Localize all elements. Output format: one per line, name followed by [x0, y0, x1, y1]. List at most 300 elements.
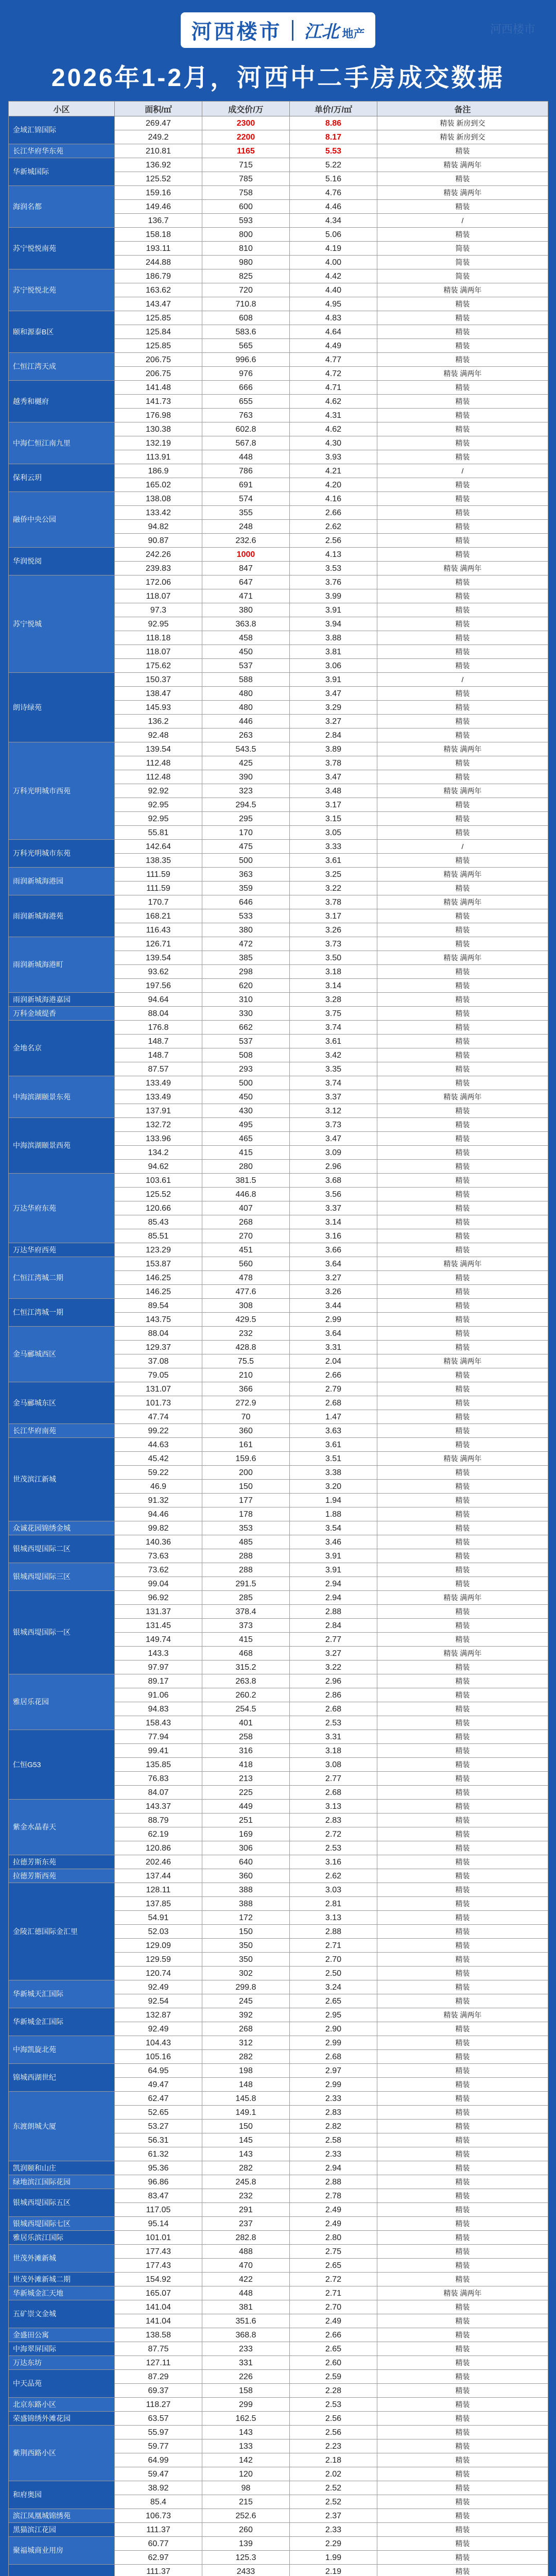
table-row — [9, 2217, 548, 2231]
area-cell: 135.85 — [115, 1758, 202, 1772]
unit-price-cell: 3.08 — [290, 1758, 377, 1772]
unit-price-cell: 2.88 — [290, 2175, 377, 2189]
remark-cell: 精装 — [377, 1494, 548, 1507]
unit-price-cell: 3.13 — [290, 1911, 377, 1925]
area-cell: 170.7 — [115, 895, 202, 909]
remark-cell: 精装 — [377, 2495, 548, 2509]
area-cell: 186.79 — [115, 269, 202, 283]
unit-price-cell: 3.61 — [290, 854, 377, 868]
remark-cell: 精装 — [377, 2231, 548, 2245]
table-row — [9, 937, 548, 951]
unit-price-cell: 3.22 — [290, 1660, 377, 1674]
price-cell: 161 — [202, 1438, 290, 1452]
unit-price-cell: 3.33 — [290, 840, 377, 854]
table-row — [9, 1800, 548, 1814]
unit-price-cell: 4.42 — [290, 269, 377, 283]
price-cell: 143 — [202, 2426, 290, 2439]
price-cell: 392 — [202, 2008, 290, 2022]
price-cell: 252.6 — [202, 2509, 290, 2523]
area-cell: 88.04 — [115, 1327, 202, 1341]
area-cell: 49.47 — [115, 2078, 202, 2092]
table-row — [9, 2398, 548, 2412]
area-cell: 133.49 — [115, 1090, 202, 1104]
area-cell: 94.82 — [115, 520, 202, 534]
area-cell: 125.52 — [115, 172, 202, 186]
unit-price-cell: 2.62 — [290, 1869, 377, 1883]
table-row — [9, 1174, 548, 1188]
unit-price-cell: 2.02 — [290, 2467, 377, 2481]
unit-price-cell: 2.88 — [290, 1925, 377, 1939]
table-row — [9, 269, 548, 283]
price-cell: 480 — [202, 687, 290, 701]
price-cell: 143 — [202, 2147, 290, 2161]
unit-price-cell: 3.13 — [290, 1800, 377, 1814]
remark-cell: 精装 新房到交 — [377, 130, 548, 144]
remark-cell: 精装 — [377, 1660, 548, 1674]
area-cell: 145.93 — [115, 701, 202, 715]
remark-cell: 精装 — [377, 2509, 548, 2523]
area-cell: 118.27 — [115, 2398, 202, 2412]
unit-price-cell: 3.05 — [290, 826, 377, 840]
area-cell: 163.62 — [115, 283, 202, 297]
remark-cell: 精装 — [377, 2161, 548, 2175]
price-cell: 415 — [202, 1146, 290, 1160]
community-name-cell: 银城西堤国际五区 — [9, 2189, 115, 2217]
unit-price-cell: 2.94 — [290, 2161, 377, 2175]
area-cell: 141.48 — [115, 381, 202, 395]
remark-cell: 精装 — [377, 144, 548, 158]
area-cell: 113.91 — [115, 450, 202, 464]
area-cell: 95.14 — [115, 2217, 202, 2231]
unit-price-cell: 3.28 — [290, 993, 377, 1007]
remark-cell: 精装 — [377, 575, 548, 589]
area-cell: 73.62 — [115, 1563, 202, 1577]
price-cell: 758 — [202, 186, 290, 200]
community-name-cell: 仁恒江湾天成 — [9, 353, 115, 381]
unit-price-cell: 2.84 — [290, 728, 377, 742]
area-cell: 91.32 — [115, 1494, 202, 1507]
logo-row — [0, 12, 556, 48]
remark-cell: 精装 — [377, 1271, 548, 1285]
price-cell: 2433 — [202, 2565, 290, 2576]
unit-price-cell: 4.16 — [290, 492, 377, 506]
price-cell: 2300 — [202, 116, 290, 130]
unit-price-cell: 4.40 — [290, 283, 377, 297]
unit-price-cell: 4.30 — [290, 436, 377, 450]
remark-cell: 精装 — [377, 478, 548, 492]
unit-price-cell: 3.66 — [290, 1243, 377, 1257]
price-cell: 468 — [202, 1647, 290, 1660]
table-row — [9, 311, 548, 325]
unit-price-cell: 3.16 — [290, 1229, 377, 1243]
price-cell: 315.2 — [202, 1660, 290, 1674]
unit-price-cell: 4.95 — [290, 297, 377, 311]
unit-price-cell: 2.99 — [290, 2036, 377, 2050]
price-cell: 294.5 — [202, 798, 290, 812]
remark-cell: 精装 — [377, 1800, 548, 1814]
remark-cell: 精装 — [377, 2050, 548, 2064]
area-cell: 94.64 — [115, 993, 202, 1007]
price-cell: 213 — [202, 1772, 290, 1786]
area-cell: 92.49 — [115, 2022, 202, 2036]
community-name-cell: 世茂滨江新城 — [9, 1438, 115, 1521]
area-cell: 120.66 — [115, 1201, 202, 1215]
unit-price-cell: 3.44 — [290, 1299, 377, 1313]
area-cell: 90.87 — [115, 534, 202, 548]
remark-cell: 精装 — [377, 1132, 548, 1146]
area-cell: 128.11 — [115, 1883, 202, 1897]
remark-cell: 精装 — [377, 2565, 548, 2576]
unit-price-cell: 1.47 — [290, 1410, 377, 1424]
area-cell: 92.95 — [115, 798, 202, 812]
unit-price-cell: 3.93 — [290, 450, 377, 464]
price-cell: 480 — [202, 701, 290, 715]
unit-price-cell: 3.64 — [290, 1327, 377, 1341]
unit-price-cell: 3.56 — [290, 1188, 377, 1201]
unit-price-cell: 3.91 — [290, 603, 377, 617]
area-cell: 47.74 — [115, 1410, 202, 1424]
community-name-cell: 金盛田公寓 — [9, 2328, 115, 2342]
remark-cell: 精装 — [377, 2384, 548, 2398]
table-row — [9, 1424, 548, 1438]
column-header-remark: 备注 — [377, 101, 548, 116]
table-row — [9, 1980, 548, 1994]
table-row — [9, 2509, 548, 2523]
remark-cell: 精装 — [377, 1521, 548, 1535]
price-cell: 691 — [202, 478, 290, 492]
unit-price-cell: 2.49 — [290, 2203, 377, 2217]
area-cell: 165.02 — [115, 478, 202, 492]
table-row — [9, 1438, 548, 1452]
area-cell: 77.94 — [115, 1730, 202, 1744]
remark-cell: 精装 — [377, 2078, 548, 2092]
area-cell: 138.08 — [115, 492, 202, 506]
area-cell: 92.92 — [115, 784, 202, 798]
area-cell: 197.56 — [115, 979, 202, 993]
unit-price-cell: 2.62 — [290, 520, 377, 534]
price-cell: 710.8 — [202, 297, 290, 311]
price-cell: 380 — [202, 603, 290, 617]
community-name-cell: 金马郦城东区 — [9, 1382, 115, 1424]
price-cell: 288 — [202, 1563, 290, 1577]
area-cell: 141.04 — [115, 2314, 202, 2328]
table-row — [9, 1521, 548, 1535]
price-cell: 263 — [202, 728, 290, 742]
table-row — [9, 1243, 548, 1257]
area-cell: 94.62 — [115, 1160, 202, 1174]
price-cell: 451 — [202, 1243, 290, 1257]
remark-cell: 精装 — [377, 909, 548, 923]
price-cell: 150 — [202, 1480, 290, 1494]
price-cell: 385 — [202, 951, 290, 965]
area-cell: 127.11 — [115, 2356, 202, 2370]
table-row — [9, 2426, 548, 2439]
unit-price-cell: 5.06 — [290, 228, 377, 242]
price-cell: 98 — [202, 2481, 290, 2495]
table-row — [9, 464, 548, 478]
price-cell: 471 — [202, 589, 290, 603]
unit-price-cell: 3.50 — [290, 951, 377, 965]
unit-price-cell: 2.77 — [290, 1772, 377, 1786]
area-cell: 134.2 — [115, 1146, 202, 1160]
area-cell: 99.22 — [115, 1424, 202, 1438]
community-name-cell: 雨润新城海港嘉园 — [9, 993, 115, 1007]
remark-cell: 精装 — [377, 339, 548, 353]
table-row — [9, 353, 548, 367]
price-cell: 323 — [202, 784, 290, 798]
area-cell: 111.59 — [115, 882, 202, 895]
area-cell: 129.37 — [115, 1341, 202, 1354]
price-cell: 312 — [202, 2036, 290, 2050]
area-cell: 123.29 — [115, 1243, 202, 1257]
unit-price-cell: 3.27 — [290, 715, 377, 728]
area-cell: 97.97 — [115, 1660, 202, 1674]
unit-price-cell: 4.31 — [290, 409, 377, 422]
remark-cell: 精装 — [377, 2245, 548, 2259]
unit-price-cell: 3.17 — [290, 798, 377, 812]
unit-price-cell: 2.68 — [290, 2050, 377, 2064]
area-cell: 96.92 — [115, 1591, 202, 1605]
unit-price-cell: 4.77 — [290, 353, 377, 367]
community-name-cell: 颐和源泰B区 — [9, 311, 115, 353]
price-cell: 288 — [202, 1549, 290, 1563]
unit-price-cell: 3.48 — [290, 784, 377, 798]
remark-cell: 精装 — [377, 1855, 548, 1869]
table-row — [9, 2356, 548, 2370]
price-cell: 363 — [202, 868, 290, 882]
remark-cell: 精装 — [377, 172, 548, 186]
unit-price-cell: 2.99 — [290, 2078, 377, 2092]
price-cell: 225 — [202, 1786, 290, 1800]
remark-cell: 精装 满两年 — [377, 186, 548, 200]
price-cell: 282 — [202, 2161, 290, 2175]
price-cell: 302 — [202, 1967, 290, 1980]
page-title: 2026年1-2月，河西中二手房成交数据 — [51, 64, 505, 92]
table-row — [9, 2231, 548, 2245]
area-cell: 59.22 — [115, 1466, 202, 1480]
remark-cell: 精装 — [377, 1577, 548, 1591]
unit-price-cell: 2.86 — [290, 1688, 377, 1702]
community-name-cell: 仁恒G53 — [9, 1730, 115, 1800]
unit-price-cell: 2.58 — [290, 2133, 377, 2147]
price-cell: 353 — [202, 1521, 290, 1535]
price-cell: 448 — [202, 2286, 290, 2300]
remark-cell: 精装 — [377, 2147, 548, 2161]
price-cell: 295 — [202, 812, 290, 826]
table-row — [9, 840, 548, 854]
area-cell: 242.26 — [115, 548, 202, 562]
remark-cell: 精装 满两年 — [377, 951, 548, 965]
area-cell: 158.18 — [115, 228, 202, 242]
price-cell: 159.6 — [202, 1452, 290, 1466]
unit-price-cell: 3.35 — [290, 1062, 377, 1076]
price-cell: 298 — [202, 965, 290, 979]
price-cell: 268 — [202, 2022, 290, 2036]
remark-cell: 精装 — [377, 1174, 548, 1188]
area-cell: 92.54 — [115, 1994, 202, 2008]
area-cell: 202.46 — [115, 1855, 202, 1869]
table-row — [9, 2481, 548, 2495]
area-cell: 125.85 — [115, 311, 202, 325]
price-cell: 145.8 — [202, 2092, 290, 2106]
remark-cell: 精装 — [377, 1048, 548, 1062]
area-cell: 129.09 — [115, 1939, 202, 1953]
area-cell: 112.48 — [115, 756, 202, 770]
price-cell: 245 — [202, 1994, 290, 2008]
price-cell: 316 — [202, 1744, 290, 1758]
area-cell: 92.95 — [115, 812, 202, 826]
price-cell: 560 — [202, 1257, 290, 1271]
community-name-cell: 保利云玥 — [9, 464, 115, 492]
unit-price-cell: 3.18 — [290, 1744, 377, 1758]
area-cell: 131.07 — [115, 1382, 202, 1396]
area-cell: 83.47 — [115, 2189, 202, 2203]
unit-price-cell: 4.46 — [290, 200, 377, 214]
area-cell: 56.31 — [115, 2133, 202, 2147]
unit-price-cell: 3.94 — [290, 617, 377, 631]
area-cell: 55.81 — [115, 826, 202, 840]
area-cell: 133.96 — [115, 1132, 202, 1146]
price-cell: 378.4 — [202, 1605, 290, 1619]
remark-cell: / — [377, 214, 548, 228]
price-cell: 291 — [202, 2203, 290, 2217]
price-cell: 574 — [202, 492, 290, 506]
unit-price-cell: 3.99 — [290, 589, 377, 603]
remark-cell: 精装 — [377, 534, 548, 548]
unit-price-cell: 2.80 — [290, 2231, 377, 2245]
price-cell: 331 — [202, 2356, 290, 2370]
remark-cell: 精装 — [377, 409, 548, 422]
price-cell: 350 — [202, 1953, 290, 1967]
remark-cell: 精装 — [377, 1424, 548, 1438]
community-name-cell: 海润名都 — [9, 186, 115, 228]
price-cell: 647 — [202, 575, 290, 589]
unit-price-cell: 2.94 — [290, 1591, 377, 1605]
area-cell: 85.4 — [115, 2495, 202, 2509]
unit-price-cell: 3.51 — [290, 1452, 377, 1466]
table-row — [9, 2565, 548, 2576]
unit-price-cell: 2.83 — [290, 1814, 377, 1827]
price-cell: 330 — [202, 1007, 290, 1021]
unit-price-cell: 2.37 — [290, 2509, 377, 2523]
price-cell: 170 — [202, 826, 290, 840]
unit-price-cell: 2.71 — [290, 1939, 377, 1953]
remark-cell: 精装 — [377, 631, 548, 645]
column-header-community: 小区 — [9, 101, 115, 116]
unit-price-cell: 2.65 — [290, 1994, 377, 2008]
remark-cell: 精装 — [377, 1786, 548, 1800]
remark-cell: 精装 满两年 — [377, 868, 548, 882]
remark-cell: 精装 — [377, 645, 548, 659]
unit-price-cell: 2.72 — [290, 2273, 377, 2286]
price-cell: 470 — [202, 2259, 290, 2273]
price-cell: 567.8 — [202, 436, 290, 450]
unit-price-cell: 2.56 — [290, 534, 377, 548]
area-cell: 175.62 — [115, 659, 202, 673]
price-cell: 996.6 — [202, 353, 290, 367]
price-cell: 232 — [202, 2189, 290, 2203]
remark-cell: 精装 — [377, 395, 548, 409]
community-name-cell: 万科光明城市东苑 — [9, 840, 115, 868]
community-name-cell: 雨润新城海港町 — [9, 937, 115, 993]
remark-cell: 精装 — [377, 1160, 548, 1174]
unit-price-cell: 3.47 — [290, 1132, 377, 1146]
remark-cell: 精装 — [377, 687, 548, 701]
price-cell: 662 — [202, 1021, 290, 1035]
price-cell: 825 — [202, 269, 290, 283]
price-cell: 785 — [202, 172, 290, 186]
remark-cell: 精装 — [377, 1188, 548, 1201]
price-cell: 280 — [202, 1160, 290, 1174]
area-cell: 101.73 — [115, 1396, 202, 1410]
price-cell: 446 — [202, 715, 290, 728]
unit-price-cell: 2.78 — [290, 2189, 377, 2203]
remark-cell: 精装 — [377, 381, 548, 395]
price-cell: 149.1 — [202, 2106, 290, 2120]
unit-price-cell: 2.90 — [290, 2022, 377, 2036]
price-cell: 169 — [202, 1827, 290, 1841]
unit-price-cell: 2.53 — [290, 1841, 377, 1855]
area-cell: 244.88 — [115, 256, 202, 269]
price-cell: 450 — [202, 1090, 290, 1104]
table-row — [9, 1007, 548, 1021]
remark-cell: 精装 — [377, 1507, 548, 1521]
remark-cell: 精装 — [377, 659, 548, 673]
area-cell: 138.58 — [115, 2328, 202, 2342]
area-cell: 44.63 — [115, 1438, 202, 1452]
remark-cell: 精装 满两年 — [377, 367, 548, 381]
table-body — [9, 116, 548, 2576]
area-cell: 89.54 — [115, 1299, 202, 1313]
price-cell: 1000 — [202, 548, 290, 562]
price-cell: 258 — [202, 1730, 290, 1744]
price-cell: 373 — [202, 1619, 290, 1633]
remark-cell: 精装 — [377, 1466, 548, 1480]
remark-cell: 精装 — [377, 2398, 548, 2412]
price-cell: 583.6 — [202, 325, 290, 339]
unit-price-cell: 3.91 — [290, 673, 377, 687]
remark-cell: 精装 — [377, 1772, 548, 1786]
price-cell: 786 — [202, 464, 290, 478]
price-cell: 800 — [202, 228, 290, 242]
column-header-unit-price: 单价/万/㎡ — [290, 101, 377, 116]
remark-cell: 精装 — [377, 1229, 548, 1243]
logo-right-text: 江北 地产 — [304, 23, 365, 42]
remark-cell: 精装 — [377, 1243, 548, 1257]
area-cell: 177.43 — [115, 2245, 202, 2259]
area-cell: 132.72 — [115, 1118, 202, 1132]
table-row — [9, 1674, 548, 1688]
community-name-cell: 长江华府南苑 — [9, 1424, 115, 1438]
area-cell: 143.75 — [115, 1313, 202, 1327]
table-row — [9, 492, 548, 506]
price-cell: 70 — [202, 1410, 290, 1424]
remark-cell: 精装 — [377, 826, 548, 840]
area-cell: 52.03 — [115, 1925, 202, 1939]
area-cell: 103.61 — [115, 1174, 202, 1188]
unit-price-cell: 2.82 — [290, 2120, 377, 2133]
price-cell: 380 — [202, 923, 290, 937]
table-row — [9, 1563, 548, 1577]
table-row — [9, 2161, 548, 2175]
unit-price-cell: 3.31 — [290, 1341, 377, 1354]
price-cell: 533 — [202, 909, 290, 923]
remark-cell: 精装 — [377, 882, 548, 895]
unit-price-cell: 3.14 — [290, 979, 377, 993]
unit-price-cell: 4.64 — [290, 325, 377, 339]
table-row — [9, 2175, 548, 2189]
community-name-cell: 银城西堤国际七区 — [9, 2217, 115, 2231]
